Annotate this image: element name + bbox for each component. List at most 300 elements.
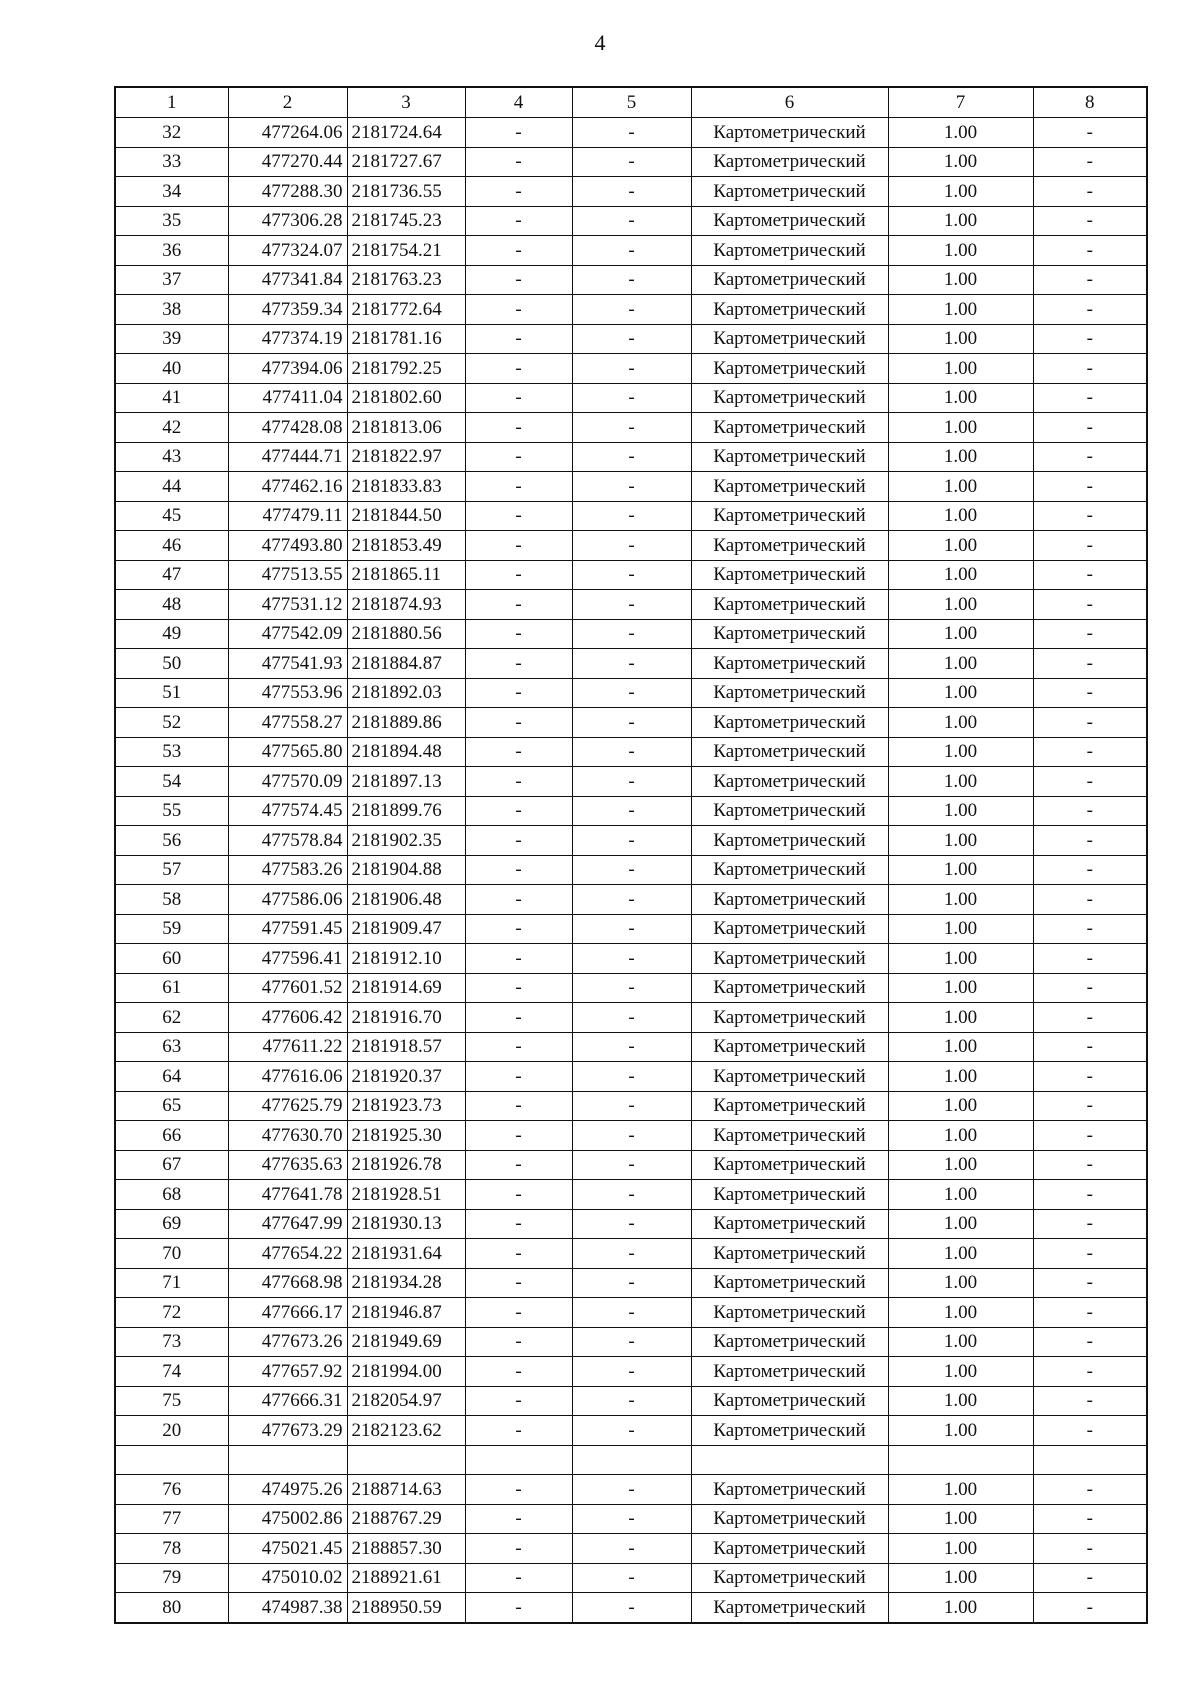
method-cell: Картометрический — [691, 1534, 888, 1564]
accuracy-cell: 1.00 — [888, 354, 1033, 384]
accuracy-cell: 1.00 — [888, 1504, 1033, 1534]
col-5-value-cell: - — [572, 1003, 691, 1033]
col-8-value-cell: - — [1033, 973, 1147, 1003]
accuracy-cell: 1.00 — [888, 531, 1033, 561]
table-row — [115, 914, 1147, 944]
col-5-value-cell: - — [572, 236, 691, 266]
col-5-value-cell: - — [572, 914, 691, 944]
table-row — [115, 855, 1147, 885]
point-number-cell: 64 — [115, 1062, 228, 1092]
point-number-cell: 77 — [115, 1504, 228, 1534]
x-coordinate-cell: 477306.28 — [228, 206, 347, 236]
point-number-cell: 55 — [115, 796, 228, 826]
col-8-value-cell: - — [1033, 383, 1147, 413]
col-8-value-cell: - — [1033, 708, 1147, 738]
point-number-cell: 46 — [115, 531, 228, 561]
accuracy-cell: 1.00 — [888, 855, 1033, 885]
col-8-value-cell: - — [1033, 1386, 1147, 1416]
accuracy-cell: 1.00 — [888, 147, 1033, 177]
col-4-value-cell: - — [465, 177, 572, 207]
point-number-cell: 75 — [115, 1386, 228, 1416]
table-row — [115, 118, 1147, 148]
col-8-value-cell: - — [1033, 1239, 1147, 1269]
col-5-value-cell: - — [572, 324, 691, 354]
x-coordinate-cell: 477668.98 — [228, 1268, 347, 1298]
col-8-value-cell: - — [1033, 944, 1147, 974]
y-coordinate-cell: 2181853.49 — [347, 531, 465, 561]
col-4-value-cell: - — [465, 413, 572, 443]
table-body — [115, 118, 1147, 1623]
method-cell: Картометрический — [691, 413, 888, 443]
col-5-value-cell: - — [572, 767, 691, 797]
col-4-value-cell: - — [465, 206, 572, 236]
method-cell: Картометрический — [691, 855, 888, 885]
method-cell: Картометрический — [691, 1121, 888, 1151]
col-5-value-cell: - — [572, 560, 691, 590]
x-coordinate-cell: 477565.80 — [228, 737, 347, 767]
method-cell: Картометрический — [691, 1357, 888, 1387]
col-5-value-cell: - — [572, 1268, 691, 1298]
x-coordinate-cell: 474975.26 — [228, 1475, 347, 1505]
y-coordinate-cell: 2181912.10 — [347, 944, 465, 974]
col-4-value-cell: - — [465, 531, 572, 561]
method-cell: Картометрический — [691, 619, 888, 649]
y-coordinate-cell: 2181902.35 — [347, 826, 465, 856]
method-cell: Картометрический — [691, 383, 888, 413]
table-row — [115, 177, 1147, 207]
point-number-cell: 71 — [115, 1268, 228, 1298]
x-coordinate-cell: 477374.19 — [228, 324, 347, 354]
col-4-value-cell: - — [465, 1091, 572, 1121]
col-4-value-cell: - — [465, 383, 572, 413]
accuracy-cell: 1.00 — [888, 1298, 1033, 1328]
col-8-value-cell: - — [1033, 855, 1147, 885]
x-coordinate-cell: 477596.41 — [228, 944, 347, 974]
col-8-value-cell: - — [1033, 472, 1147, 502]
col-5-value-cell: - — [572, 1327, 691, 1357]
table-row — [115, 1327, 1147, 1357]
table-row — [115, 708, 1147, 738]
col-5-value-cell: - — [572, 1563, 691, 1593]
table-row — [115, 1032, 1147, 1062]
x-coordinate-cell: 477558.27 — [228, 708, 347, 738]
col-4-value-cell: - — [465, 324, 572, 354]
col-4-value-cell: - — [465, 590, 572, 620]
col-5-value-cell: - — [572, 1091, 691, 1121]
table-row — [115, 1121, 1147, 1151]
col-5-value-cell: - — [572, 826, 691, 856]
col-5-value-cell: - — [572, 649, 691, 679]
col-5-value-cell: - — [572, 206, 691, 236]
col-5-value-cell: - — [572, 1475, 691, 1505]
header-cell-1: 1 — [115, 87, 228, 118]
accuracy-cell: 1.00 — [888, 1150, 1033, 1180]
col-8-value-cell — [1033, 1445, 1147, 1475]
col-8-value-cell: - — [1033, 1357, 1147, 1387]
method-cell: Картометрический — [691, 973, 888, 1003]
table-row — [115, 826, 1147, 856]
col-4-value-cell: - — [465, 354, 572, 384]
y-coordinate-cell: 2181899.76 — [347, 796, 465, 826]
accuracy-cell: 1.00 — [888, 973, 1033, 1003]
accuracy-cell: 1.00 — [888, 1121, 1033, 1151]
col-4-value-cell: - — [465, 914, 572, 944]
y-coordinate-cell: 2181909.47 — [347, 914, 465, 944]
col-4-value-cell: - — [465, 649, 572, 679]
y-coordinate-cell: 2181925.30 — [347, 1121, 465, 1151]
table-row — [115, 767, 1147, 797]
point-number-cell: 47 — [115, 560, 228, 590]
x-coordinate-cell: 477324.07 — [228, 236, 347, 266]
method-cell: Картометрический — [691, 1327, 888, 1357]
x-coordinate-cell: 477641.78 — [228, 1180, 347, 1210]
method-cell: Картометрический — [691, 767, 888, 797]
point-number-cell: 52 — [115, 708, 228, 738]
point-number-cell: 35 — [115, 206, 228, 236]
table-row — [115, 472, 1147, 502]
col-4-value-cell: - — [465, 1003, 572, 1033]
method-cell: Картометрический — [691, 295, 888, 325]
col-8-value-cell: - — [1033, 501, 1147, 531]
col-8-value-cell: - — [1033, 206, 1147, 236]
y-coordinate-cell: 2181874.93 — [347, 590, 465, 620]
accuracy-cell: 1.00 — [888, 265, 1033, 295]
x-coordinate-cell: 477591.45 — [228, 914, 347, 944]
accuracy-cell: 1.00 — [888, 708, 1033, 738]
method-cell: Картометрический — [691, 1504, 888, 1534]
point-number-cell: 38 — [115, 295, 228, 325]
col-4-value-cell: - — [465, 796, 572, 826]
col-4-value-cell: - — [465, 678, 572, 708]
col-8-value-cell: - — [1033, 1416, 1147, 1446]
col-8-value-cell: - — [1033, 1475, 1147, 1505]
col-4-value-cell: - — [465, 147, 572, 177]
col-8-value-cell: - — [1033, 1209, 1147, 1239]
accuracy-cell: 1.00 — [888, 826, 1033, 856]
col-5-value-cell: - — [572, 1357, 691, 1387]
x-coordinate-cell: 475002.86 — [228, 1504, 347, 1534]
x-coordinate-cell: 477616.06 — [228, 1062, 347, 1092]
y-coordinate-cell: 2188714.63 — [347, 1475, 465, 1505]
method-cell: Картометрический — [691, 708, 888, 738]
y-coordinate-cell: 2181916.70 — [347, 1003, 465, 1033]
col-4-value-cell: - — [465, 1062, 572, 1092]
point-number-cell — [115, 1445, 228, 1475]
accuracy-cell: 1.00 — [888, 177, 1033, 207]
accuracy-cell: 1.00 — [888, 1593, 1033, 1623]
accuracy-cell: 1.00 — [888, 1386, 1033, 1416]
method-cell: Картометрический — [691, 1386, 888, 1416]
y-coordinate-cell: 2181892.03 — [347, 678, 465, 708]
method-cell: Картометрический — [691, 1593, 888, 1623]
y-coordinate-cell: 2181736.55 — [347, 177, 465, 207]
point-number-cell: 66 — [115, 1121, 228, 1151]
table-row — [115, 413, 1147, 443]
col-4-value-cell: - — [465, 118, 572, 148]
point-number-cell: 63 — [115, 1032, 228, 1062]
col-8-value-cell: - — [1033, 796, 1147, 826]
y-coordinate-cell: 2181946.87 — [347, 1298, 465, 1328]
y-coordinate-cell: 2181930.13 — [347, 1209, 465, 1239]
x-coordinate-cell: 475021.45 — [228, 1534, 347, 1564]
col-8-value-cell: - — [1033, 442, 1147, 472]
x-coordinate-cell: 477673.29 — [228, 1416, 347, 1446]
x-coordinate-cell: 477586.06 — [228, 885, 347, 915]
y-coordinate-cell: 2182054.97 — [347, 1386, 465, 1416]
x-coordinate-cell: 477531.12 — [228, 590, 347, 620]
col-5-value-cell: - — [572, 1209, 691, 1239]
header-cell-8: 8 — [1033, 87, 1147, 118]
col-8-value-cell: - — [1033, 531, 1147, 561]
table-row — [115, 737, 1147, 767]
method-cell: Картометрический — [691, 885, 888, 915]
y-coordinate-cell: 2188921.61 — [347, 1563, 465, 1593]
col-4-value-cell: - — [465, 1121, 572, 1151]
y-coordinate-cell: 2181949.69 — [347, 1327, 465, 1357]
table-row — [115, 1593, 1147, 1623]
x-coordinate-cell: 477493.80 — [228, 531, 347, 561]
col-5-value-cell: - — [572, 442, 691, 472]
method-cell: Картометрический — [691, 236, 888, 266]
x-coordinate-cell: 477411.04 — [228, 383, 347, 413]
y-coordinate-cell: 2181865.11 — [347, 560, 465, 590]
accuracy-cell: 1.00 — [888, 944, 1033, 974]
table-row — [115, 1239, 1147, 1269]
point-number-cell: 59 — [115, 914, 228, 944]
x-coordinate-cell: 477583.26 — [228, 855, 347, 885]
table-row — [115, 885, 1147, 915]
x-coordinate-cell: 477611.22 — [228, 1032, 347, 1062]
table-row — [115, 1268, 1147, 1298]
col-5-value-cell: - — [572, 147, 691, 177]
x-coordinate-cell: 477444.71 — [228, 442, 347, 472]
accuracy-cell: 1.00 — [888, 678, 1033, 708]
point-number-cell: 78 — [115, 1534, 228, 1564]
accuracy-cell — [888, 1445, 1033, 1475]
point-number-cell: 42 — [115, 413, 228, 443]
x-coordinate-cell: 477359.34 — [228, 295, 347, 325]
accuracy-cell: 1.00 — [888, 1032, 1033, 1062]
accuracy-cell: 1.00 — [888, 649, 1033, 679]
method-cell: Картометрический — [691, 177, 888, 207]
x-coordinate-cell: 477657.92 — [228, 1357, 347, 1387]
table-row — [115, 442, 1147, 472]
y-coordinate-cell: 2181724.64 — [347, 118, 465, 148]
x-coordinate-cell: 477654.22 — [228, 1239, 347, 1269]
y-coordinate-cell: 2181880.56 — [347, 619, 465, 649]
table-row — [115, 236, 1147, 266]
table-row — [115, 1298, 1147, 1328]
col-5-value-cell: - — [572, 1150, 691, 1180]
table-row — [115, 649, 1147, 679]
col-4-value-cell: - — [465, 560, 572, 590]
accuracy-cell: 1.00 — [888, 1357, 1033, 1387]
accuracy-cell: 1.00 — [888, 885, 1033, 915]
point-number-cell: 73 — [115, 1327, 228, 1357]
accuracy-cell: 1.00 — [888, 501, 1033, 531]
col-5-value-cell: - — [572, 1534, 691, 1564]
col-8-value-cell: - — [1033, 265, 1147, 295]
method-cell: Картометрический — [691, 1268, 888, 1298]
accuracy-cell: 1.00 — [888, 1475, 1033, 1505]
method-cell: Картометрический — [691, 1150, 888, 1180]
col-8-value-cell: - — [1033, 885, 1147, 915]
accuracy-cell: 1.00 — [888, 1239, 1033, 1269]
col-8-value-cell: - — [1033, 1003, 1147, 1033]
col-4-value-cell: - — [465, 1268, 572, 1298]
y-coordinate-cell: 2181763.23 — [347, 265, 465, 295]
y-coordinate-cell: 2181904.88 — [347, 855, 465, 885]
accuracy-cell: 1.00 — [888, 1003, 1033, 1033]
col-8-value-cell: - — [1033, 767, 1147, 797]
point-number-cell: 48 — [115, 590, 228, 620]
x-coordinate-cell: 477625.79 — [228, 1091, 347, 1121]
y-coordinate-cell: 2181906.48 — [347, 885, 465, 915]
accuracy-cell: 1.00 — [888, 1268, 1033, 1298]
y-coordinate-cell: 2181894.48 — [347, 737, 465, 767]
col-4-value-cell: - — [465, 295, 572, 325]
x-coordinate-cell: 477606.42 — [228, 1003, 347, 1033]
header-cell-6: 6 — [691, 87, 888, 118]
table-row — [115, 383, 1147, 413]
table-header — [115, 87, 1147, 118]
col-4-value-cell: - — [465, 1180, 572, 1210]
method-cell: Картометрический — [691, 354, 888, 384]
col-4-value-cell: - — [465, 619, 572, 649]
point-number-cell: 40 — [115, 354, 228, 384]
point-number-cell: 57 — [115, 855, 228, 885]
col-4-value-cell: - — [465, 1386, 572, 1416]
table-row — [115, 1150, 1147, 1180]
col-5-value-cell: - — [572, 177, 691, 207]
method-cell: Картометрический — [691, 737, 888, 767]
col-5-value-cell: - — [572, 678, 691, 708]
y-coordinate-cell: 2181822.97 — [347, 442, 465, 472]
x-coordinate-cell: 477666.31 — [228, 1386, 347, 1416]
method-cell: Картометрический — [691, 1180, 888, 1210]
accuracy-cell: 1.00 — [888, 796, 1033, 826]
col-5-value-cell: - — [572, 944, 691, 974]
table-row — [115, 324, 1147, 354]
y-coordinate-cell: 2181926.78 — [347, 1150, 465, 1180]
y-coordinate-cell: 2181994.00 — [347, 1357, 465, 1387]
x-coordinate-cell: 477462.16 — [228, 472, 347, 502]
y-coordinate-cell: 2181889.86 — [347, 708, 465, 738]
table-row — [115, 678, 1147, 708]
x-coordinate-cell: 477394.06 — [228, 354, 347, 384]
method-cell: Картометрический — [691, 1003, 888, 1033]
method-cell: Картометрический — [691, 118, 888, 148]
table-row — [115, 1062, 1147, 1092]
header-cell-7: 7 — [888, 87, 1033, 118]
point-number-cell: 58 — [115, 885, 228, 915]
col-5-value-cell: - — [572, 590, 691, 620]
col-8-value-cell: - — [1033, 737, 1147, 767]
accuracy-cell: 1.00 — [888, 1209, 1033, 1239]
col-5-value-cell: - — [572, 118, 691, 148]
col-8-value-cell: - — [1033, 914, 1147, 944]
point-number-cell: 60 — [115, 944, 228, 974]
method-cell: Картометрический — [691, 147, 888, 177]
point-number-cell: 37 — [115, 265, 228, 295]
method-cell: Картометрический — [691, 1032, 888, 1062]
accuracy-cell: 1.00 — [888, 1327, 1033, 1357]
x-coordinate-cell: 477288.30 — [228, 177, 347, 207]
x-coordinate-cell: 477570.09 — [228, 767, 347, 797]
accuracy-cell: 1.00 — [888, 236, 1033, 266]
accuracy-cell: 1.00 — [888, 118, 1033, 148]
x-coordinate-cell: 477341.84 — [228, 265, 347, 295]
accuracy-cell: 1.00 — [888, 560, 1033, 590]
y-coordinate-cell: 2188950.59 — [347, 1593, 465, 1623]
y-coordinate-cell — [347, 1445, 465, 1475]
col-4-value-cell: - — [465, 826, 572, 856]
accuracy-cell: 1.00 — [888, 324, 1033, 354]
x-coordinate-cell: 477673.26 — [228, 1327, 347, 1357]
col-4-value-cell: - — [465, 708, 572, 738]
point-number-cell: 33 — [115, 147, 228, 177]
col-8-value-cell: - — [1033, 1150, 1147, 1180]
x-coordinate-cell: 477264.06 — [228, 118, 347, 148]
x-coordinate-cell: 477541.93 — [228, 649, 347, 679]
method-cell: Картометрический — [691, 826, 888, 856]
table-row — [115, 206, 1147, 236]
method-cell: Картометрический — [691, 1091, 888, 1121]
point-number-cell: 53 — [115, 737, 228, 767]
table-row — [115, 973, 1147, 1003]
table-row — [115, 1209, 1147, 1239]
col-8-value-cell: - — [1033, 1298, 1147, 1328]
table-row — [115, 1003, 1147, 1033]
col-8-value-cell: - — [1033, 147, 1147, 177]
method-cell: Картометрический — [691, 1239, 888, 1269]
point-number-cell: 41 — [115, 383, 228, 413]
x-coordinate-cell: 477542.09 — [228, 619, 347, 649]
x-coordinate-cell: 477428.08 — [228, 413, 347, 443]
col-5-value-cell: - — [572, 796, 691, 826]
table-row — [115, 1504, 1147, 1534]
accuracy-cell: 1.00 — [888, 206, 1033, 236]
header-row — [115, 87, 1147, 118]
accuracy-cell: 1.00 — [888, 767, 1033, 797]
accuracy-cell: 1.00 — [888, 295, 1033, 325]
table-row — [115, 1563, 1147, 1593]
table-row — [115, 1091, 1147, 1121]
y-coordinate-cell: 2181914.69 — [347, 973, 465, 1003]
y-coordinate-cell: 2181923.73 — [347, 1091, 465, 1121]
point-number-cell: 39 — [115, 324, 228, 354]
table-row — [115, 590, 1147, 620]
col-5-value-cell: - — [572, 354, 691, 384]
header-cell-4: 4 — [465, 87, 572, 118]
method-cell: Картометрический — [691, 442, 888, 472]
accuracy-cell: 1.00 — [888, 1091, 1033, 1121]
col-4-value-cell: - — [465, 973, 572, 1003]
col-4-value-cell: - — [465, 501, 572, 531]
col-8-value-cell: - — [1033, 1180, 1147, 1210]
method-cell: Картометрический — [691, 472, 888, 502]
method-cell: Картометрический — [691, 1416, 888, 1446]
y-coordinate-cell: 2181833.83 — [347, 472, 465, 502]
col-5-value-cell: - — [572, 1416, 691, 1446]
point-number-cell: 44 — [115, 472, 228, 502]
col-4-value-cell: - — [465, 1416, 572, 1446]
col-8-value-cell: - — [1033, 590, 1147, 620]
y-coordinate-cell: 2181928.51 — [347, 1180, 465, 1210]
point-number-cell: 68 — [115, 1180, 228, 1210]
table-row — [115, 944, 1147, 974]
table-row — [115, 501, 1147, 531]
